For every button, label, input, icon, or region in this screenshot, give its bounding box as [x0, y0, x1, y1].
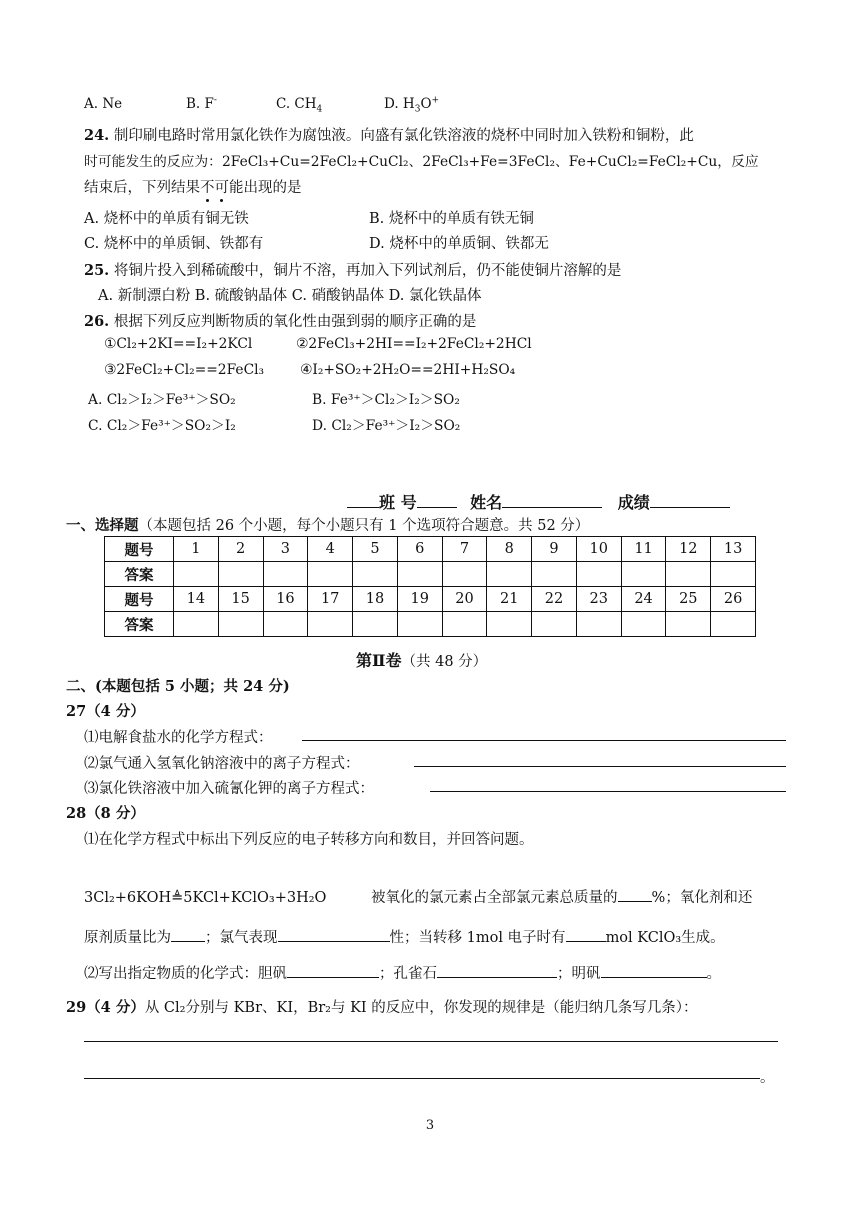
table-cell: 16 [263, 587, 308, 612]
answer-cell[interactable] [532, 612, 577, 637]
section2-heading: 二、(本题包括 5 小题；共 24 分) [66, 678, 290, 695]
score-label: 成绩 [617, 493, 650, 512]
mass-ratio-blank[interactable] [171, 926, 205, 942]
q24-line3: 结束后，下列结果不可能出现的是 [84, 176, 302, 197]
answer-cell[interactable] [532, 562, 577, 587]
table-cell: 18 [353, 587, 398, 612]
section1-heading: 一、选择题（本题包括 26 个小题，每个小题只有 1 个选项符合题意。共 52 分） [66, 517, 590, 534]
q24-line2: 时可能发生的反应为：2FeCl₃+Cu=2FeCl₂+CuCl₂、2FeCl₃+Fe=3FeCl₂、Fe+CuCl₂=FeCl₂+Cu，反应 [84, 154, 759, 170]
answer-cell[interactable] [263, 612, 308, 637]
q23-option-d: D. $H_3O^+$ [384, 95, 440, 115]
question-number-label: 题号 [105, 537, 174, 562]
answer-cell[interactable] [576, 562, 621, 587]
answer-cell[interactable] [576, 612, 621, 637]
answer-cell[interactable] [442, 612, 487, 637]
table-cell: 9 [532, 537, 577, 562]
q26-option-b: B. Fe³⁺＞Cl₂＞I₂＞SO₂ [312, 392, 460, 408]
answer-cell[interactable] [666, 562, 711, 587]
table-cell: 12 [666, 537, 711, 562]
table-cell: 11 [621, 537, 666, 562]
table-cell: 15 [218, 587, 263, 612]
table-cell: 5 [353, 537, 398, 562]
q28-item-1: ⑴在化学方程式中标出下列反应的电子转移方向和数目，并回答问题。 [84, 832, 534, 848]
answer-table-row-numbers-1 [105, 537, 756, 562]
answer-cell[interactable] [397, 562, 442, 587]
q27-item-1: ⑴电解食盐水的化学方程式： [84, 730, 273, 746]
table-cell: 21 [487, 587, 532, 612]
q24-option-d: D. 烧杯中的单质铜、铁都无 [369, 236, 549, 252]
answer-table-row-answers-1 [105, 562, 756, 587]
emphasis-dot-ke: 可 [215, 176, 230, 197]
answer-cell[interactable] [711, 562, 756, 587]
q25-stem: 25. 将铜片投入到稀硫酸中，铜片不溶，再加入下列试剂后，仍不能使铜片溶解的是 [84, 262, 622, 279]
q28-equation-line: 3Cl₂+6KOH≜5KCl+KClO₃+3H₂O 被氧化的氯元素占全部氯元素总质量的 %；氧化剂和还 [84, 886, 752, 907]
q27-heading: 27（4 分） [66, 703, 145, 720]
answer-cell[interactable] [353, 612, 398, 637]
table-cell: 1 [174, 537, 219, 562]
question-number-label: 题号 [105, 587, 174, 612]
danfan-formula-blank[interactable] [287, 962, 379, 978]
table-cell: 10 [576, 537, 621, 562]
answer-label: 答案 [105, 562, 174, 587]
answer-cell[interactable] [174, 612, 219, 637]
table-cell: 4 [308, 537, 353, 562]
q29-answer-line-1[interactable] [84, 1041, 778, 1042]
name-label: 姓名 [470, 493, 503, 512]
answer-cell[interactable] [711, 612, 756, 637]
mingfan-formula-blank[interactable] [601, 962, 707, 978]
q29-stem: 29（4 分）从 Cl₂分别与 KBr、KI，Br₂与 KI 的反应中，你发现的规律是（能归纳几条写几条）： [66, 999, 698, 1016]
page-number: 3 [425, 1118, 435, 1133]
q29-answer-line-2[interactable] [84, 1078, 760, 1079]
q26-option-c: C. Cl₂＞Fe³⁺＞SO₂＞I₂ [88, 418, 236, 434]
answer-table [104, 536, 756, 637]
q26-option-a: A. Cl₂＞I₂＞Fe³⁺＞SO₂ [88, 392, 236, 408]
emphasis-dot-bu: 不 [200, 176, 215, 197]
answer-cell[interactable] [174, 562, 219, 587]
table-cell: 19 [397, 587, 442, 612]
answer-cell[interactable] [308, 612, 353, 637]
table-cell: 23 [576, 587, 621, 612]
table-cell: 6 [397, 537, 442, 562]
answer-table-row-answers-2 [105, 612, 756, 637]
table-cell: 25 [666, 587, 711, 612]
answer-cell[interactable] [487, 612, 532, 637]
q28-heading: 28（8 分） [66, 805, 145, 822]
student-info-header [347, 490, 730, 513]
table-cell: 26 [711, 587, 756, 612]
table-cell: 13 [711, 537, 756, 562]
table-cell: 14 [174, 587, 219, 612]
q26-option-d: D. Cl₂＞Fe³⁺＞I₂＞SO₂ [312, 418, 461, 434]
q23-option-a: A. Ne [84, 96, 123, 112]
answer-cell[interactable] [621, 612, 666, 637]
q23-option-c: C. $CH_4$ [276, 96, 323, 115]
answer-cell[interactable] [218, 612, 263, 637]
name-blank[interactable] [502, 492, 602, 508]
answer-cell[interactable] [397, 612, 442, 637]
kclo3-moles-blank[interactable] [566, 926, 606, 942]
q27-item-2: ⑵氯气通入氢氧化钠溶液中的离子方程式： [84, 756, 360, 772]
q27-answer-line-3[interactable] [430, 791, 786, 792]
oxidized-percent-blank[interactable] [618, 886, 652, 902]
q25-number: 25. [84, 262, 110, 279]
q26-reaction-4: ④I₂+SO₂+2H₂O==2HI+H₂SO₄ [300, 362, 516, 378]
q26-stem: 26. 根据下列反应判断物质的氧化性由强到弱的顺序正确的是 [84, 313, 477, 330]
answer-cell[interactable] [218, 562, 263, 587]
kongqueshi-formula-blank[interactable] [437, 962, 557, 978]
q29-end-mark: 。 [760, 1070, 775, 1086]
table-cell: 3 [263, 537, 308, 562]
q28-equation: 3Cl₂+6KOH≜5KCl+KClO₃+3H₂O [84, 890, 327, 906]
q24-line1 [84, 124, 694, 145]
answer-cell[interactable] [353, 562, 398, 587]
answer-cell[interactable] [442, 562, 487, 587]
q28-line-2: 原剂质量比为 ；氯气表现 性；当转移 1mol 电子时有 mol KClO₃生成。 [84, 926, 725, 947]
answer-cell[interactable] [621, 562, 666, 587]
q26-reaction-1: ①Cl₂+2KI==I₂+2KCl [104, 336, 253, 352]
q27-answer-line-1[interactable] [302, 740, 786, 741]
table-cell: 7 [442, 537, 487, 562]
answer-label: 答案 [105, 612, 174, 637]
answer-cell[interactable] [263, 562, 308, 587]
class-blank-pre[interactable] [347, 492, 379, 508]
answer-table-row-numbers-2 [105, 587, 756, 612]
q26-number: 26. [84, 313, 110, 330]
table-cell: 17 [308, 587, 353, 612]
class-label: 班 号 [379, 493, 417, 512]
answer-cell[interactable] [487, 562, 532, 587]
table-cell: 20 [442, 587, 487, 612]
q24-number: 24. [84, 127, 110, 144]
q24-option-c: C. 烧杯中的单质铜、铁都有 [84, 236, 264, 252]
part2-heading: 第Ⅱ卷（共 48 分） [356, 651, 488, 670]
q25-options: A. 新制漂白粉 B. 硫酸钠晶体 C. 硝酸钠晶体 D. 氯化铁晶体 [98, 288, 482, 304]
q24-stem-1: 制印刷电路时常用氯化铁作为腐蚀液。向盛有氯化铁溶液的烧杯中同时加入铁粉和铜粉，此 [113, 128, 694, 144]
table-cell: 8 [487, 537, 532, 562]
class-blank[interactable] [417, 492, 457, 508]
q27-item-3: ⑶氯化铁溶液中加入硫氰化钾的离子方程式： [84, 781, 374, 797]
q26-reaction-2: ②2FeCl₃+2HI==I₂+2FeCl₂+2HCl [296, 336, 532, 352]
heat-arrow-icon: ≜ [171, 890, 184, 906]
q23-option-b: B. F- [186, 95, 217, 112]
score-blank[interactable] [650, 492, 730, 508]
table-cell: 24 [621, 587, 666, 612]
q24-option-a: A. 烧杯中的单质有铜无铁 [84, 211, 249, 227]
q27-answer-line-2[interactable] [414, 766, 786, 767]
table-cell: 2 [218, 537, 263, 562]
q24-option-b: B. 烧杯中的单质有铁无铜 [369, 211, 534, 227]
table-cell: 22 [532, 587, 577, 612]
q26-reaction-3: ③2FeCl₂+Cl₂==2FeCl₃ [104, 362, 265, 378]
answer-cell[interactable] [666, 612, 711, 637]
q23-options [84, 95, 440, 115]
chlorine-property-blank[interactable] [278, 926, 390, 942]
answer-cell[interactable] [308, 562, 353, 587]
q28-item-2: ⑵写出指定物质的化学式：胆矾 ；孔雀石 ；明矾 。 [84, 962, 721, 983]
